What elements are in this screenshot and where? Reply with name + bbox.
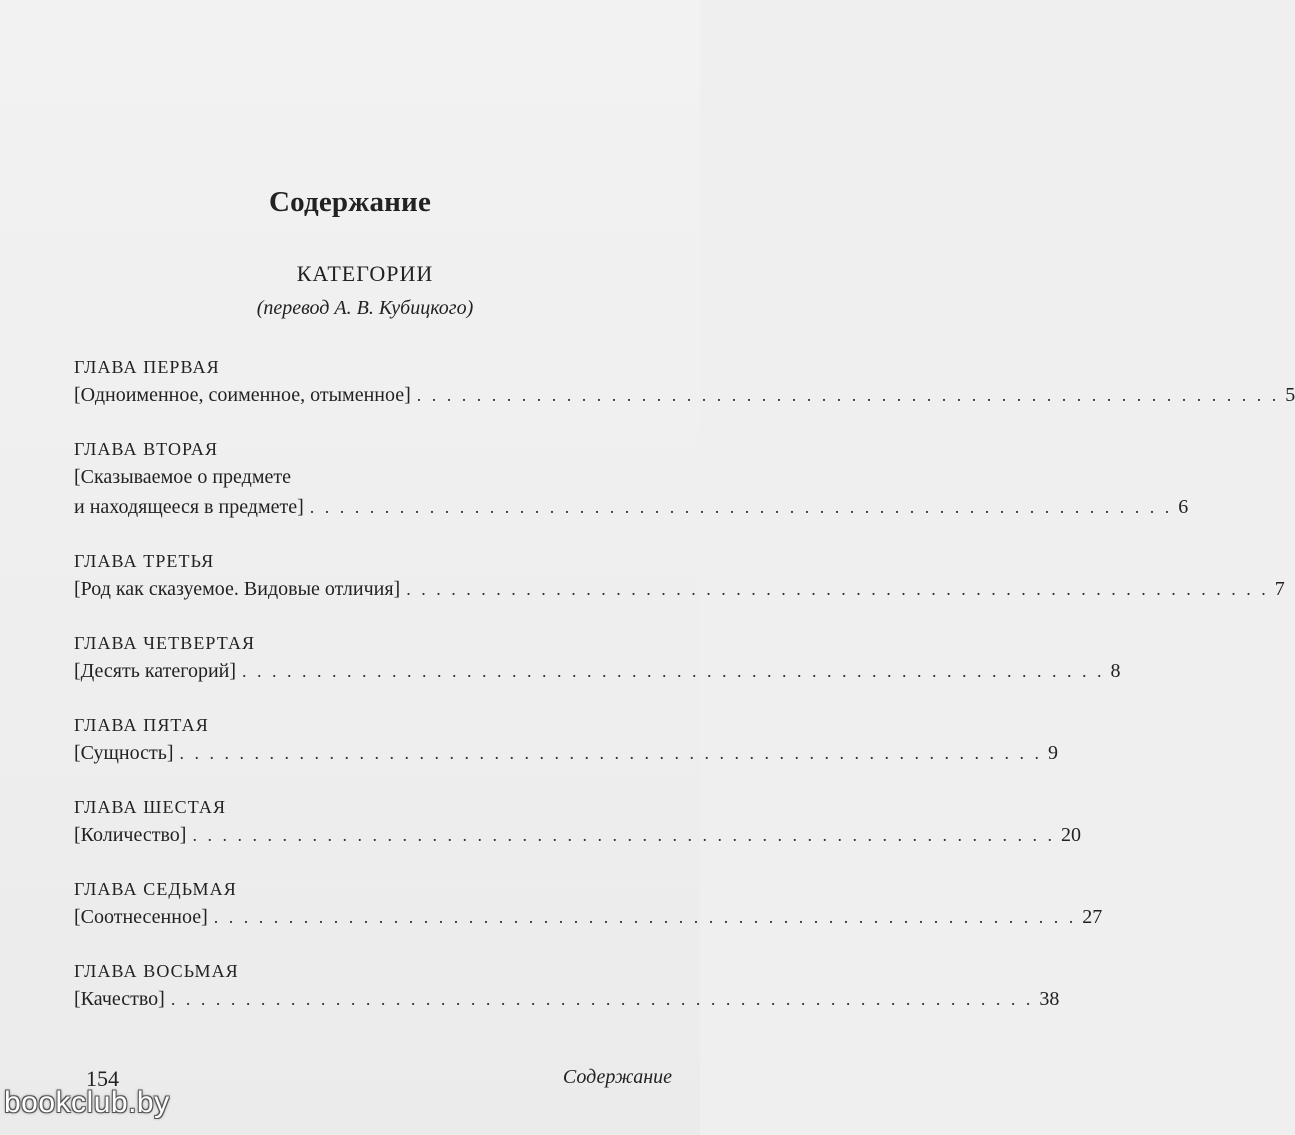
chapter-label: ГЛАВА ПЕРВАЯ (74, 357, 220, 377)
toc-chapter-1 (74, 354, 1295, 410)
toc-entry[interactable] (74, 984, 1060, 1014)
dot-leader: . . . . . . . . . . . . . . . . . . . . . . . . . . . . . . . . . . . . . . . . . . . . . . . . . . . . . . . . . . (242, 661, 1105, 681)
toc-entry[interactable] (74, 820, 1081, 850)
toc-entry[interactable] (74, 492, 1189, 522)
toc-chapter-4 (74, 630, 1121, 686)
toc-entry[interactable] (74, 738, 1059, 768)
page-number: 38 (1039, 988, 1060, 1010)
entry-title: [Одноименное, соименное, отыменное] (74, 384, 411, 406)
watermark-logo: bookclub.by (4, 1086, 170, 1119)
toc-entry[interactable] (74, 574, 1285, 604)
chapter-label: ГЛАВА ТРЕТЬЯ (74, 551, 215, 571)
dot-leader: . . . . . . . . . . . . . . . . . . . . . . . . . . . . . . . . . . . . . . . . . . . . . . . . . . . . . . . . . . (192, 825, 1055, 845)
entry-title: [Сущность] (74, 742, 174, 764)
toc-chapter-5 (74, 712, 1059, 768)
entry-title-line1: [Сказываемое о предмете (74, 466, 291, 488)
chapter-label: ГЛАВА ПЯТАЯ (74, 715, 209, 735)
toc-chapter-2 (74, 436, 1189, 522)
section-title: КАТЕГОРИИ (296, 261, 434, 286)
chapter-label: ГЛАВА СЕДЬМАЯ (74, 879, 237, 899)
chapter-label: ГЛАВА ВОСЬМАЯ (74, 961, 239, 981)
page-number: 27 (1082, 906, 1103, 928)
dot-leader: . . . . . . . . . . . . . . . . . . . . . . . . . . . . . . . . . . . . . . . . . . . . . . . . . . . . . . . . . . (213, 907, 1077, 927)
chapter-label: ГЛАВА ЧЕТВЕРТАЯ (74, 633, 256, 653)
entry-title: [Количество] (74, 824, 187, 846)
dot-leader: . . . . . . . . . . . . . . . . . . . . . . . . . . . . . . . . . . . . . . . . . . . . . . . . . . . . . . . . . . (406, 579, 1269, 599)
dot-leader: . . . . . . . . . . . . . . . . . . . . . . . . . . . . . . . . . . . . . . . . . . . . . . . . . . . . . . . . . . (416, 385, 1280, 405)
toc-entry[interactable] (74, 656, 1121, 686)
page-title: Содержание (268, 186, 432, 218)
entry-title: и находящееся в предмете] (74, 496, 304, 518)
footer-page-number: 154 (86, 1066, 119, 1091)
dot-leader: . . . . . . . . . . . . . . . . . . . . . . . . . . . . . . . . . . . . . . . . . . . . . . . . . . . . . . . . . . (170, 989, 1034, 1009)
entry-title: [Десять категорий] (74, 660, 237, 682)
page-number: 6 (1178, 496, 1189, 518)
toc-chapter-3 (74, 548, 1285, 604)
toc-chapter-6 (74, 794, 1081, 850)
page-number: 7 (1274, 578, 1285, 600)
chapter-label: ГЛАВА ШЕСТАЯ (74, 797, 227, 817)
dot-leader: . . . . . . . . . . . . . . . . . . . . . . . . . . . . . . . . . . . . . . . . . . . . . . . . . . . . . . . . . . (309, 497, 1173, 517)
page-number: 20 (1060, 824, 1081, 846)
footer-running-title: Содержание (562, 1066, 672, 1088)
toc-chapter-7 (74, 876, 1103, 932)
entry-title: [Качество] (74, 988, 165, 1010)
toc-entry[interactable] (74, 902, 1103, 932)
toc-entry[interactable] (74, 380, 1295, 410)
page-number: 8 (1110, 660, 1121, 682)
entry-title: [Соотнесенное] (74, 906, 208, 928)
section-subtitle: (перевод А. В. Кубицкого) (256, 297, 474, 319)
dot-leader: . . . . . . . . . . . . . . . . . . . . . . . . . . . . . . . . . . . . . . . . . . . . . . . . . . . . . . . . . . (179, 743, 1043, 763)
chapter-label: ГЛАВА ВТОРАЯ (74, 439, 219, 459)
toc-chapter-8 (74, 958, 1060, 1014)
entry-title: [Род как сказуемое. Видовые отличия] (74, 578, 401, 600)
page-number: 5 (1285, 384, 1295, 406)
table-of-contents (74, 354, 1295, 1040)
page-number: 9 (1048, 742, 1059, 764)
